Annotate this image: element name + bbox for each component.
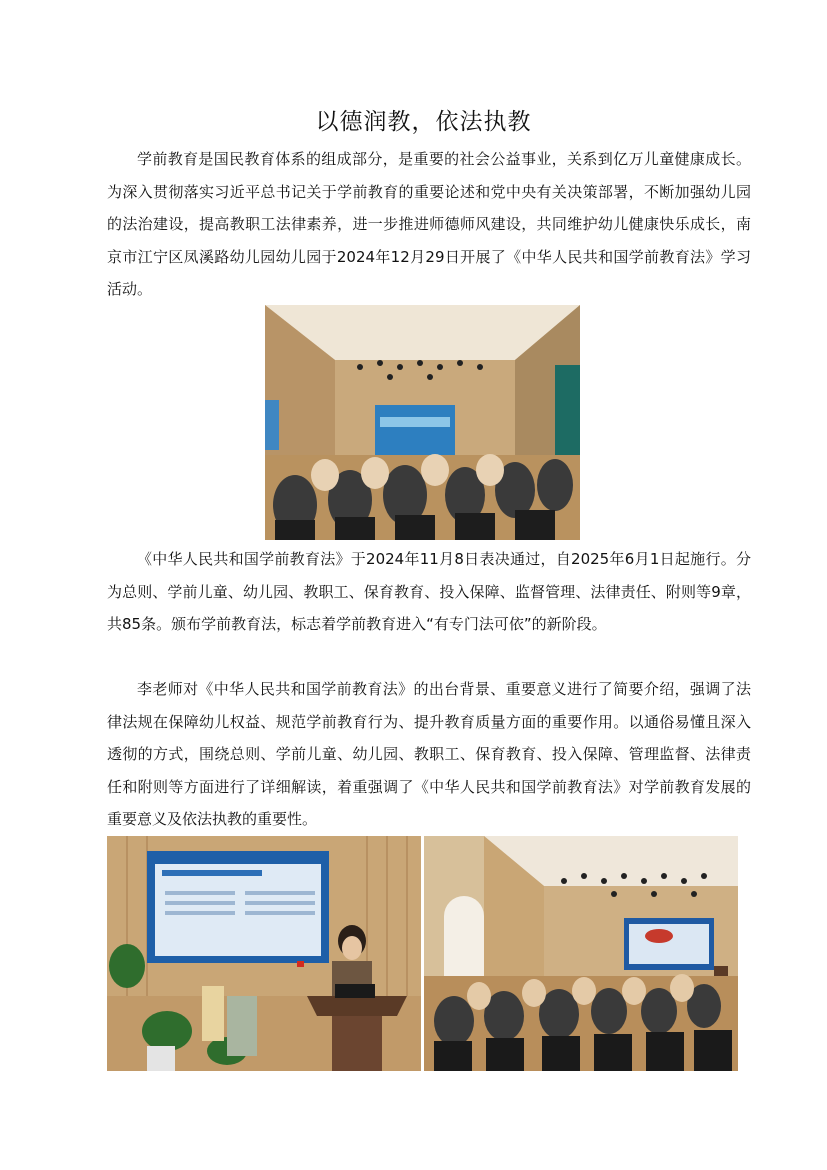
photo-speaker-at-podium xyxy=(107,836,421,1071)
photo-audience-listening xyxy=(424,836,738,1071)
document-title: 以德润教，依法执教 xyxy=(315,109,532,135)
paragraph-law-overview: 《中华人民共和国学前教育法》于2024年11月8日表决通过，自2025年6月1日起施行。分为总则、学前儿童、幼儿园、教职工、保育教育、投入保障、监督管理、法律责任、附则等9章，共85条。颁布学前教育法，标志着学前教育进入“有专门法可依”的新阶段。 xyxy=(107,550,751,633)
paragraph-teacher-lecture: 李老师对《中华人民共和国学前教育法》的出台背景、重要意义进行了简要介绍，强调了法律法规在保障幼儿权益、规范学前教育行为、提升教育质量方面的重要作用。以通俗易懂且深入透彻的方式，围绕总则、学前儿童、幼儿园、教职工、保育教育、投入保障、管理监督、法律责任和附则等方面进行了详细解读，着重强调了《中华人民共和国学前教育法》对学前教育发展的重要意义及依法执教的重要性。 xyxy=(107,680,751,828)
photo-meeting-hall-audience xyxy=(265,305,580,540)
paragraph-intro: 学前教育是国民教育体系的组成部分，是重要的社会公益事业，关系到亿万儿童健康成长。为深入贯彻落实习近平总书记关于学前教育的重要论述和党中央有关决策部署，不断加强幼儿园的法治建设，提高教职工法律素养，进一步推进师德师风建设，共同维护幼儿健康快乐成长，南京市江宁区凤溪路幼儿园幼儿园于2024年12月29日开展了《中华人民共和国学前教育法》学习活动。 xyxy=(107,150,751,298)
